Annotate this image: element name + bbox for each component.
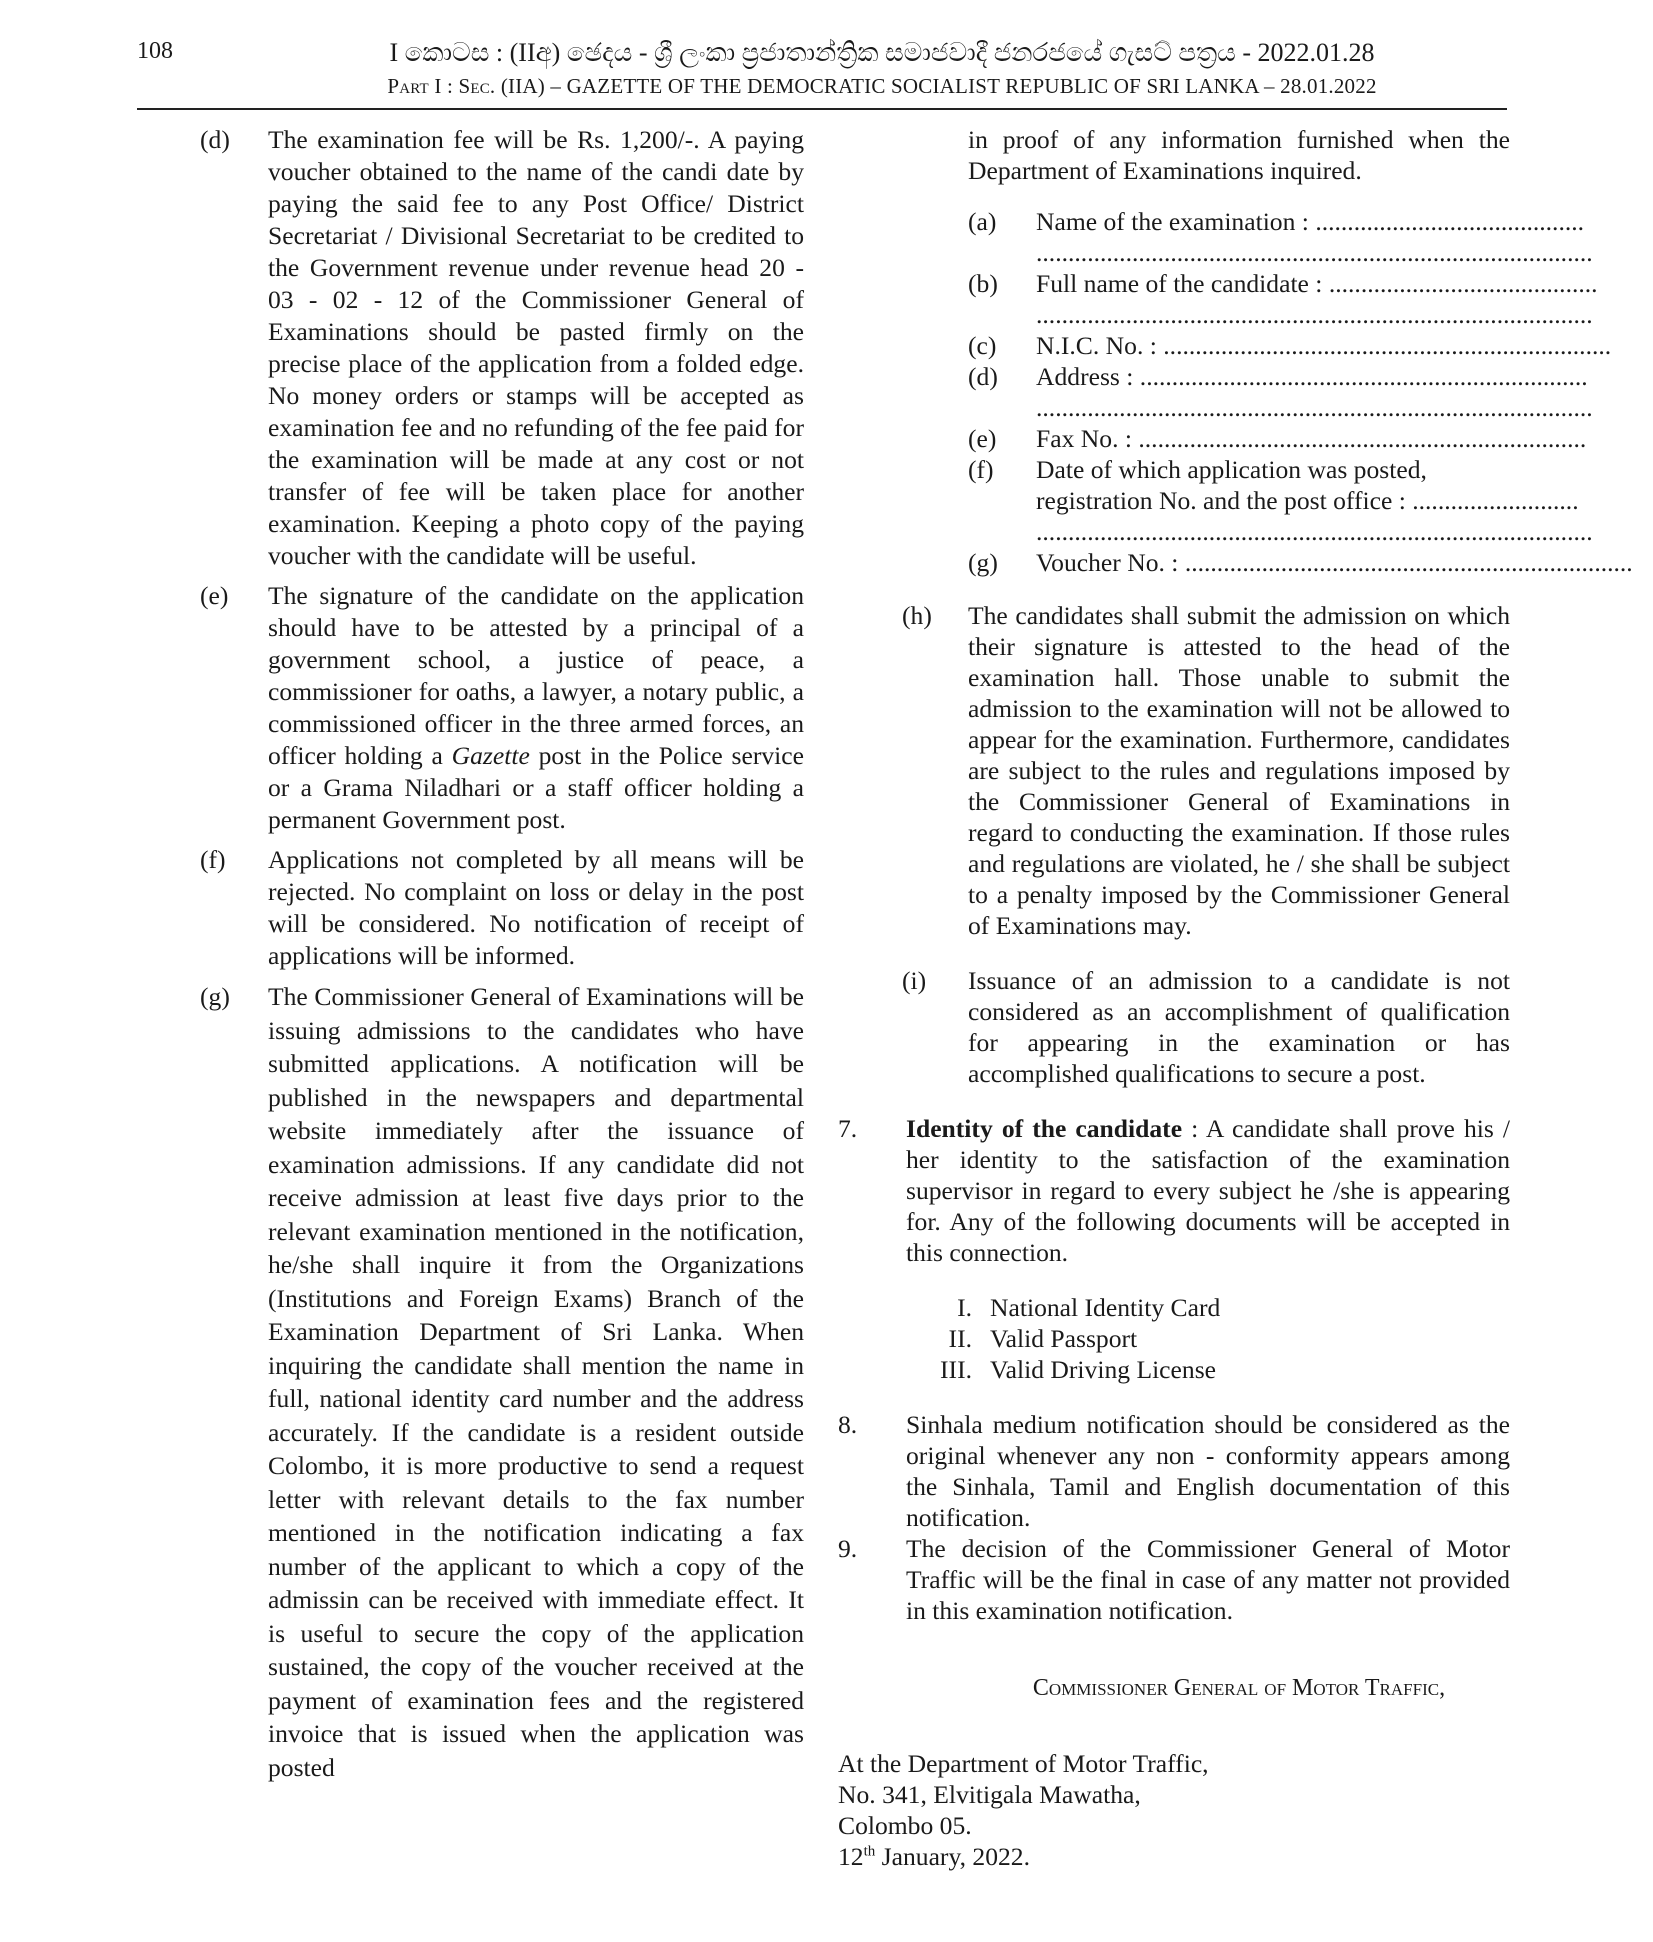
section-label: 7.	[838, 1114, 858, 1143]
section-label: 8.	[838, 1410, 858, 1439]
form-field-g	[968, 547, 1633, 578]
item-text: Issuance of an admission to a candidate is not considered as an accomplishment of qualification for appearing in the examination or has accomplished qualifications to secure a post.	[968, 966, 1510, 1088]
section-7	[838, 1113, 1510, 1268]
section-label: 9.	[838, 1534, 858, 1563]
item-text: Applications not completed by all means will be rejected. No complaint on loss or delay in the post will be considered. No notification of receipt of applications will be informed.	[268, 845, 804, 970]
gazette-title-sinhala: I කොටස : (IIඅ) ඡෙදය - ශ්‍රී ලංකා ප්‍රජාතාන්ත්‍රික සමාජවාදී ජනරජයේ ගැසට් පත්‍රය - 2022.01.28	[389, 38, 1375, 67]
field-text: N.I.C. No. :	[1036, 331, 1164, 360]
item-label: (f)	[200, 845, 226, 874]
item-text: post in the Police service or a Grama Niladhari or a staff officer holding a permanent Government post.	[268, 741, 804, 834]
issue-date	[838, 1841, 1510, 1872]
section-text: Sinhala medium notification should be considered as the original whenever any non - conformity appears among the Sinhala, Tamil and English documentation of this notification.	[906, 1410, 1510, 1532]
field-text: Fax No. :	[1036, 424, 1139, 453]
field-dots: ..........................	[1412, 486, 1579, 515]
item-d	[200, 124, 804, 572]
item-label: (i)	[902, 966, 927, 995]
field-dots: ..........................................	[1328, 269, 1598, 298]
field-dots-line: .......................................................................................	[1036, 300, 1593, 329]
form-field-d	[968, 361, 1588, 392]
item-e	[200, 580, 804, 836]
form-field-a	[968, 206, 1585, 237]
field-dots-line: .......................................................................................	[1036, 393, 1593, 422]
item-label: (d)	[200, 125, 230, 154]
field-dots: ......................................................................	[1138, 424, 1587, 453]
field-text: Date of which application was posted,	[1036, 455, 1427, 484]
address-block	[838, 1748, 1510, 1872]
document-list	[838, 1292, 1510, 1385]
right-column	[838, 124, 1633, 1872]
field-label: (g)	[968, 548, 998, 577]
section-heading: Identity of the candidate	[906, 1114, 1183, 1143]
address-line: No. 341, Elvitigala Mawatha,	[838, 1780, 1141, 1809]
document-text: National Identity Card	[990, 1293, 1221, 1322]
date-suffix: th	[863, 1843, 876, 1860]
left-column	[200, 124, 804, 1784]
document-item	[838, 1354, 1510, 1385]
item-g	[200, 980, 804, 1784]
item-label: (e)	[200, 581, 229, 610]
address-line: Colombo 05.	[838, 1811, 972, 1840]
field-text: Full name of the candidate :	[1036, 269, 1329, 298]
header-rule	[137, 108, 1507, 110]
field-dots-line: .......................................................................................	[1036, 517, 1593, 546]
field-label: (c)	[968, 331, 997, 360]
item-text-italic: Gazette	[451, 741, 530, 770]
item-label: (h)	[902, 601, 932, 630]
item-text: The examination fee will be Rs. 1,200/-. A paying voucher obtained to the name of the candi date by paying the said fee to any Post Office/ District Secretariat / Divisional Secretariat to be credited to the Government revenue under revenue head 20 - 03 - 02 - 12 of the Commissioner General of Examinations should be pasted firmly on the precise place of the application from a folded edge. No money orders or stamps will be accepted as examination fee and no refunding of the fee paid for the examination will be made at any cost or not transfer of fee will be taken place for another examination. Keeping a photo copy of the paying voucher with the candidate will be useful.	[268, 125, 804, 570]
field-dots: ......................................................................	[1163, 331, 1612, 360]
document-label: I.	[957, 1293, 972, 1322]
gazette-title-english-text: Part I : Sec. (IIA) – GAZETTE OF THE DEMOCRATIC SOCIALIST REPUBLIC OF SRI LANKA – 28.01.2022	[387, 74, 1377, 98]
field-text: Address :	[1036, 362, 1140, 391]
section-text: The decision of the Commissioner General of Motor Traffic will be the final in case of any matter not provided in this examination notification.	[906, 1534, 1510, 1625]
field-text: Voucher No. :	[1036, 548, 1185, 577]
item-text: The Commissioner General of Examinations will be issuing admissions to the candidates who have submitted applications. A notification will be published in the newspapers and departmental website immediately after the issuance of examination admissions. If any candidate did not receive admission at least five days prior to the relevant examination mentioned in the notification, he/she shall inquire it from the Organizations (Institutions and Foreign Exams) Branch of the Examination Department of Sri Lanka. When inquiring the candidate shall mention the name in full, national identity card number and the address accurately. If the candidate is a resident outside Colombo, it is more productive to send a request letter with relevant details to the fax number mentioned in the notification indicating a fax number of the applicant to which a copy of the admissin can be received with immediate effect. It is useful to secure the copy of the application sustained, the copy of the voucher received at the payment of examination fees and the registered invoice that is issued when the application was posted	[268, 982, 804, 1782]
address-line: At the Department of Motor Traffic,	[838, 1749, 1209, 1778]
document-item	[838, 1323, 1510, 1354]
field-label: (f)	[968, 455, 994, 484]
field-dots-line: .......................................................................................	[1036, 238, 1593, 267]
field-label: (a)	[968, 207, 997, 236]
field-label: (b)	[968, 269, 998, 298]
page-number: 108	[137, 38, 173, 64]
section-9	[838, 1533, 1510, 1626]
signatory: Commissioner General of Motor Traffic,	[1032, 1675, 1446, 1701]
section-8	[838, 1409, 1510, 1533]
section-text: : A candidate shall prove his / her identity to the satisfaction of the examination supervisor in regard to every subject he /she is appearing for. Any of the following documents will be accepted in this connection.	[906, 1114, 1510, 1267]
form-field-f	[968, 454, 1510, 485]
form-field-c	[968, 330, 1612, 361]
document-item	[838, 1292, 1510, 1323]
form-field-f-line2	[968, 485, 1579, 516]
item-text: The candidates shall submit the admission on which their signature is attested to the head of the examination hall. Those unable to submit the admission to the examination will not be allowed to appear for the examination. Furthermore, candidates are subject to the rules and regulations imposed by the Commissioner General of Examinations in regard to conducting the examination. If those rules and regulations are violated, he / she shall be subject to a penalty imposed by the Commissioner General of Examinations may.	[968, 601, 1510, 940]
item-f	[200, 844, 804, 972]
form-fields	[838, 206, 1633, 578]
field-dots: ......................................................................	[1184, 548, 1633, 577]
document-text: Valid Passport	[990, 1324, 1138, 1353]
date-day: 12	[838, 1842, 864, 1871]
document-label: II.	[948, 1324, 972, 1353]
form-field-b	[968, 268, 1598, 299]
item-h	[838, 600, 1510, 941]
form-field-e	[968, 423, 1587, 454]
field-text: Name of the examination :	[1036, 207, 1316, 236]
field-dots: ......................................................................	[1139, 362, 1588, 391]
item-i	[838, 965, 1510, 1089]
document-label: III.	[940, 1355, 972, 1384]
item-text: The signature of the candidate on the application should have to be attested by a principal of a government school, a justice of peace, a commissioner for oaths, a lawyer, a notary public, a commissioned officer in the three armed forces, an officer holding a	[268, 581, 804, 770]
field-label: (d)	[968, 362, 998, 391]
gazette-title-english	[137, 74, 1507, 99]
field-text: registration No. and the post office :	[1036, 486, 1413, 515]
date-rest: January, 2022.	[875, 1842, 1030, 1871]
field-label: (e)	[968, 424, 997, 453]
item-label: (g)	[200, 982, 230, 1011]
document-text: Valid Driving License	[990, 1355, 1217, 1384]
continuation-text: in proof of any information furnished when the Department of Examinations inquired.	[968, 125, 1510, 185]
field-dots: ..........................................	[1315, 207, 1585, 236]
